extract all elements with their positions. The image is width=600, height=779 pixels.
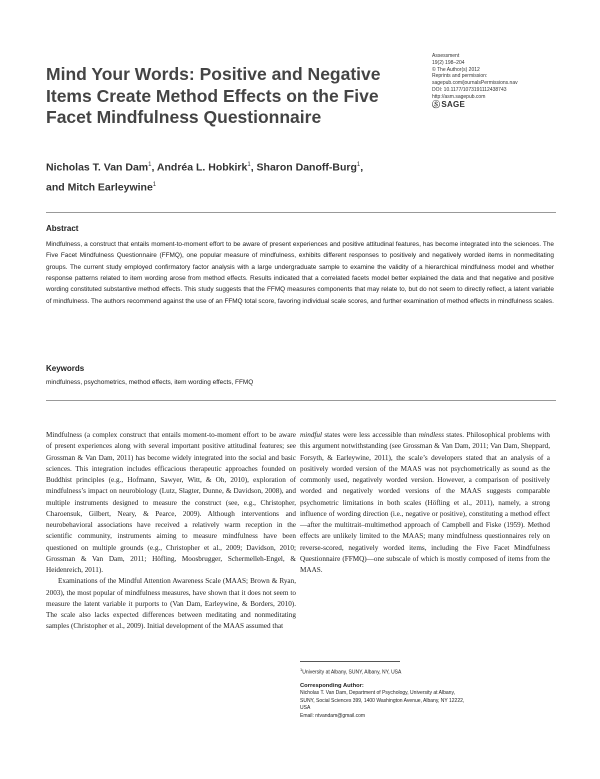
author-name: , Sharon Danoff-Burg [250, 161, 357, 174]
title-line: Facet Mindfulness Questionnaire [46, 107, 322, 127]
meta-reprints: Reprints and permission: [432, 73, 488, 80]
body-paragraph [300, 430, 550, 576]
affiliation-marker: 1 [356, 162, 361, 168]
keywords-text: mindfulness, psychometrics, method effects, item wording effects, FFMQ [46, 379, 254, 386]
correspondence-email[interactable]: Email: ntvandam@gmail.com [300, 712, 366, 719]
body-column-left [46, 430, 296, 633]
italic-term: mindful [300, 431, 322, 439]
author-line-2 [46, 177, 426, 197]
title-line: Mind Your Words: Positive and Negative [46, 64, 381, 84]
body-text: states. Philosophical problems with this argument notwithstanding (see Grossman & Van Dam, 2011; Van Dam, Sheppard, Forsyth, & Earleywine, 2011), the scale’s developers stated that an analysis of a positively worded version of the MAAS was not psychometrically as sound as the commonly used, negatively worded version. However, a comparison of positively worded and negatively worded versions of the MAAS suggests comparable psychometric limitations in both scales (Höfling et al., 2011), namely, a strong influence of wording direction (i.e., negative or positive), constituting a method effect—after the multitrait–multimethod approach of Campbell and Fiske (1959). Method effects are unlikely limited to the MAAS; many mindfulness questionnaires rely on reverse-scored, negatively worded items, including the Five Facet Mindfulness Questionnaire (FFMQ)—one subscale of which is mostly composed of items from the MAAS. [300, 431, 550, 574]
affiliation-marker: 1 [247, 162, 251, 168]
section-divider [46, 400, 556, 401]
meta-journal: Assessment [432, 53, 460, 59]
footnote-marker: 1 [300, 667, 303, 672]
affiliation-marker: 1 [152, 181, 157, 188]
correspondence-line: Nicholas T. Van Dam, Department of Psychology, University at Albany, [300, 690, 455, 697]
author-list [46, 157, 426, 196]
abstract-text: Mindfulness, a construct that entails moment-to-moment effort to be aware of present experiences and positive attitudinal features, has become integrated into the sciences. The Five Facet Mindfulness Questionnaire (FFMQ), one popular measure of mindfulness, exhibits different responses to positively and negatively worded items in nonmeditating groups. The current study employed confirmatory factor analysis with a large undergraduate sample to examine the validity of a hierarchical mindfulness model and whether response patterns related to item wording arose from method effects. Results indicated that a correlated facets model better explained the data and that negative and positive wording constituted substantive method effects. This study suggests that the FFMQ measures components that may relate to, but do not seem to directly reflect, a latent variable of mindfulness. The authors recommend against the use of an FFMQ total score, favoring individual scale scores, and further examination of method effects in mindfulness scales. [46, 241, 554, 305]
meta-copyright: © The Author(s) 2012 [432, 66, 480, 73]
title-line: Items Create Method Effects on the Five [46, 85, 379, 106]
author-name: Nicholas T. Van Dam [46, 161, 149, 174]
corresponding-author [300, 683, 555, 720]
body-column-right [300, 430, 550, 576]
author-separator: , [360, 161, 364, 174]
sage-logo [432, 99, 572, 109]
sage-mark-icon: Ⓢ [432, 99, 441, 109]
footnote-divider [300, 661, 400, 662]
author-line-1 [46, 157, 426, 177]
meta-permissions-link[interactable]: sagepub.com/journalsPermissions.nav [432, 80, 518, 87]
footnote-text: University at Albany, SUNY, Albany, NY, USA [302, 669, 402, 676]
article-title [46, 64, 396, 129]
meta-url[interactable]: http://asm.sagepub.com [432, 93, 486, 100]
meta-volume: 19(2) 198–204 [432, 59, 465, 66]
body-text: states were less accessible than [321, 431, 419, 439]
keywords-heading: Keywords [46, 364, 85, 373]
correspondence-line: SUNY, Social Sciences 399, 1400 Washington Avenue, Albany, NY 12222, [300, 697, 465, 704]
sage-wordmark: SAGE [441, 99, 466, 109]
author-name: and Mitch Earleywine [46, 181, 153, 193]
body-paragraph: Mindfulness (a complex construct that entails moment-to-moment effort to be aware of present experiences along with several important positive attitudinal features; see Grossman & Van Dam, 2011) has become widely integrated into the social and basic sciences. This integration includes efficacious therapeutic approaches founded on Buddhist principles (e.g., Hofmann, Sawyer, Witt, & Oh, 2010), exploration of mindfulness’s impact on neurobiology (Lutz, Slagter, Dunne, & Davidson, 2008), and multiple instruments designed to measure the construct (see, e.g., Christopher, Charoensuk, Gilbert, Neary, & Pearce, 2009). Although interventions and neurobehavioral associations have received a relatively warm reception in the scientific community, instruments aiming to measure mindfulness have been questioned on multiple grounds (e.g., Christopher et al., 2009; Davidson, 2010; Grossman & Van Dam, 2011; Höfling, Moosbrugger, Schermelleh-Engel, & Heidenreich, 2011). [46, 431, 296, 574]
affiliation-marker: 1 [148, 162, 152, 168]
author-name: , Andréa L. Hobkirk [151, 161, 248, 174]
affiliation-footnote [300, 666, 555, 677]
meta-doi[interactable]: DOI: 10.1177/1073191112438743 [432, 86, 507, 93]
journal-meta [432, 53, 572, 108]
abstract-heading: Abstract [46, 224, 79, 233]
correspondence-line: USA [300, 705, 311, 712]
body-paragraph: Examinations of the Mindful Attention Awareness Scale (MAAS; Brown & Ryan, 2003), the most popular of mindfulness measures, have shown that it does not seem to measure the latent variable it purports to (Van Dam, Earleywine, & Borders, 2010). The scale also lacks expected differences between meditating and nonmeditating samples (Christopher et al., 2009). Initial development of the MAAS assumed that [46, 577, 296, 631]
italic-term: mindless [418, 431, 444, 439]
corresponding-heading: Corresponding Author: [300, 683, 364, 689]
